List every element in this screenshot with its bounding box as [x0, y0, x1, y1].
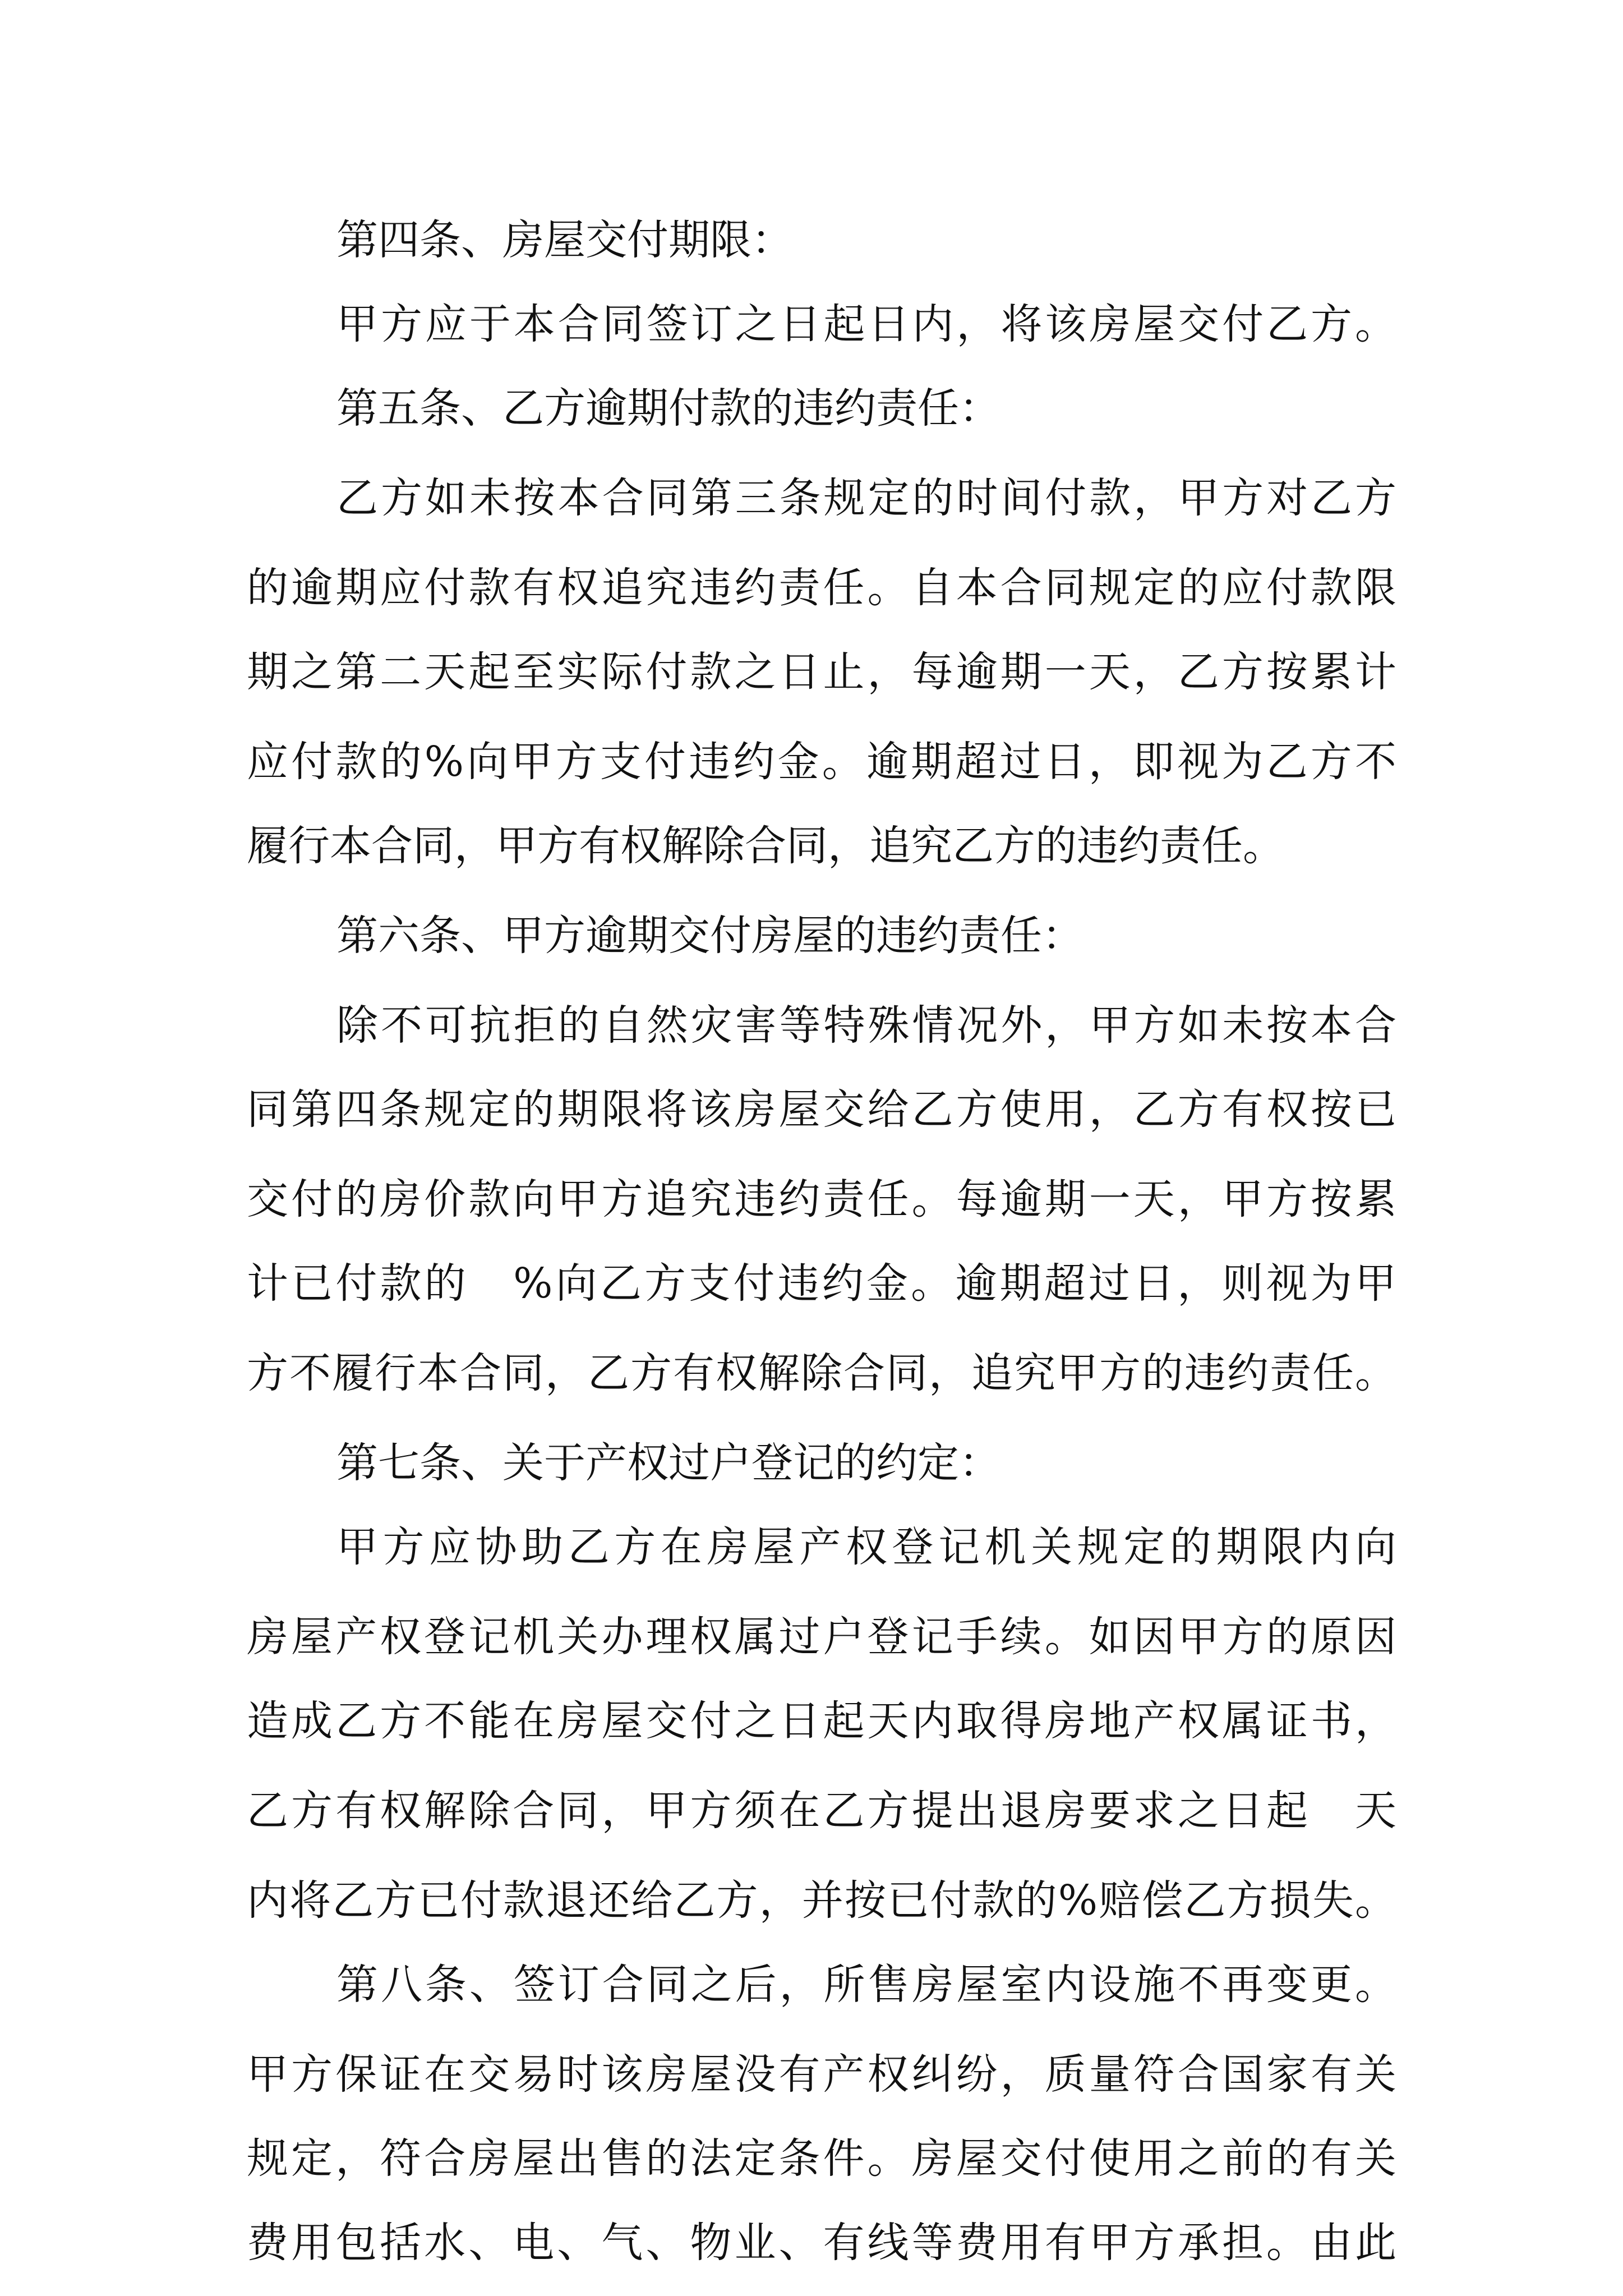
- clause-7-heading: 第七条、关于产权过户登记的约定：: [336, 1439, 1000, 1487]
- clause-7-body-line-4: 乙方有权解除合同，甲方须在乙方提出退房要求之日起 天: [247, 1787, 1396, 1835]
- clause-5-body-line-1: 乙方如未按本合同第三条规定的时间付款，甲方对乙方: [336, 474, 1396, 522]
- clause-5-body-line-3: 期之第二天起至实际付款之日止，每逾期一天，乙方按累计: [247, 648, 1396, 696]
- clause-7-body-line-5: 内将乙方已付款退还给乙方，并按已付款的%赔偿乙方损失。: [247, 1876, 1396, 1925]
- clause-7-body-line-1: 甲方应协助乙方在房屋产权登记机关规定的期限内向: [336, 1523, 1396, 1571]
- clause-5-body-line-4: 应付款的%向甲方支付违约金。逾期超过日，即视为乙方不: [247, 738, 1396, 786]
- clause-6-heading: 第六条、甲方逾期交付房屋的违约责任：: [336, 912, 1083, 960]
- clause-6-body-line-2: 同第四条规定的期限将该房屋交给乙方使用，乙方有权按已: [247, 1085, 1396, 1134]
- clause-8-body-line-2: 甲方保证在交易时该房屋没有产权纠纷，质量符合国家有关: [247, 2050, 1396, 2099]
- clause-6-body-line-5: 方不履行本合同，乙方有权解除合同，追究甲方的违约责任。: [247, 1349, 1396, 1397]
- clause-5-body-line-2: 的逾期应付款有权追究违约责任。自本合同规定的应付款限: [247, 564, 1396, 612]
- clause-7-body-line-2: 房屋产权登记机关办理权属过户登记手续。如因甲方的原因: [247, 1613, 1396, 1661]
- clause-5-body-line-5: 履行本合同，甲方有权解除合同，追究乙方的违约责任。: [247, 822, 1284, 870]
- clause-6-body-line-1: 除不可抗拒的自然灾害等特殊情况外，甲方如未按本合: [336, 1001, 1396, 1050]
- clause-8-body-line-1: 第八条、签订合同之后，所售房屋室内设施不再变更。: [336, 1961, 1396, 2009]
- clause-6-body-line-4: 计已付款的 %向乙方支付违约金。逾期超过日，则视为甲: [247, 1259, 1396, 1308]
- clause-5-heading: 第五条、乙方逾期付款的违约责任：: [336, 384, 1000, 432]
- clause-8-body-line-3: 规定，符合房屋出售的法定条件。房屋交付使用之前的有关: [247, 2134, 1396, 2183]
- clause-7-body-line-3: 造成乙方不能在房屋交付之日起天内取得房地产权属证书，: [247, 1697, 1396, 1745]
- clause-4-heading: 第四条、房屋交付期限：: [336, 216, 793, 264]
- clause-4-body: 甲方应于本合同签订之日起日内，将该房屋交付乙方。: [336, 300, 1396, 348]
- clause-6-body-line-3: 交付的房价款向甲方追究违约责任。每逾期一天，甲方按累: [247, 1175, 1396, 1223]
- clause-8-body-line-4: 费用包括水、电、气、物业、有线等费用有甲方承担。由此: [247, 2219, 1396, 2267]
